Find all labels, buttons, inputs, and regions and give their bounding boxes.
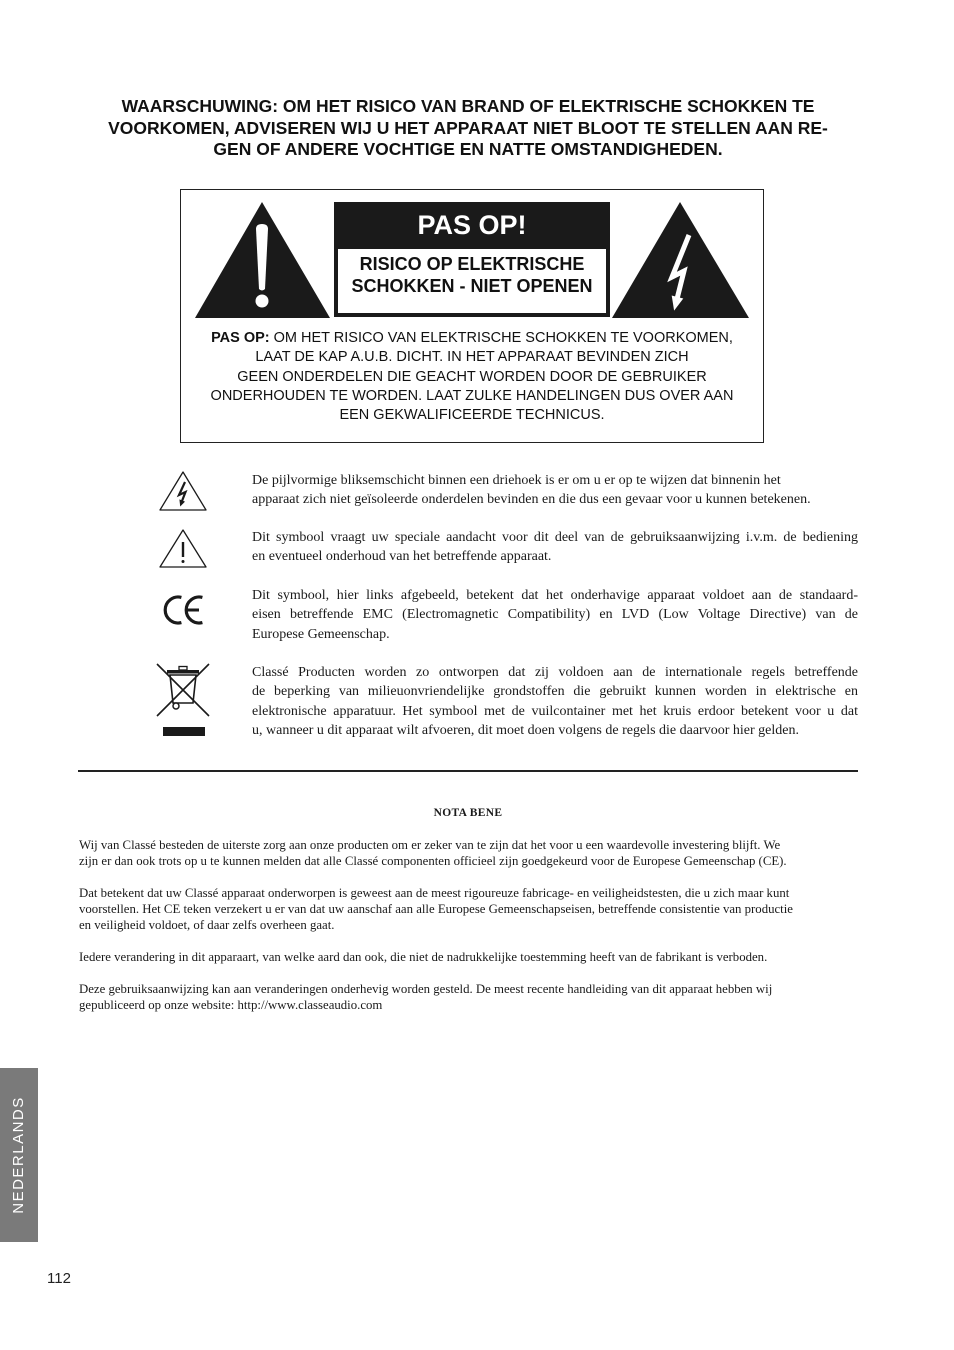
description-line: elektronische apparatuur. Het symbool met de vuilcontainer met het kruis erdoor betekent voor u dat xyxy=(252,703,858,719)
caution-box xyxy=(180,189,764,443)
language-tab-label: NEDERLANDS xyxy=(10,1096,27,1214)
notice-text: OM HET RISICO VAN ELEKTRISCHE SCHOKKEN TE VOORKOMEN, xyxy=(273,330,733,346)
symbol-row-exclamation xyxy=(150,527,858,569)
lightning-triangle-icon xyxy=(150,470,216,512)
description-line: Dit symbool vraagt uw speciale aandacht voor dit deel van de gebruiksaanwijzing i.v.m. de bediening xyxy=(252,530,858,545)
paragraph xyxy=(79,885,854,933)
horizontal-divider xyxy=(78,770,858,772)
description-line: u, wanneer u dit apparaat wilt afvoeren, dit moet doen volgens de regels die daarvoor hier gelden. xyxy=(252,723,799,739)
paragraph xyxy=(79,949,854,965)
nota-bene-body xyxy=(79,837,854,1029)
symbol-description xyxy=(252,528,858,567)
paragraph xyxy=(79,837,854,869)
paragraph xyxy=(79,981,854,1013)
ce-mark-icon xyxy=(150,585,216,645)
triangle-outline xyxy=(160,472,206,510)
lightning-bolt xyxy=(179,482,186,501)
paragraph-line: Wij van Classé besteden de uiterste zorg aan onze producten om er zeker van te zijn dat het voor u een waardevolle investering blijft. We xyxy=(79,838,781,852)
paragraph-line: Dat betekent dat uw Classé apparaat onderworpen is geweest aan de meest rigoureuze fabricage- en veiligheidstesten, die u zich maar kunt xyxy=(79,886,790,900)
exclamation-dot xyxy=(256,295,269,308)
bin-wheel xyxy=(173,703,179,709)
ce-letter-c xyxy=(165,597,181,623)
description-line: De pijlvormige bliksemschicht binnen een driehoek is er om u er op te wijzen dat binnenin het xyxy=(252,473,781,488)
exclamation-triangle-icon xyxy=(150,527,216,569)
warning-heading xyxy=(78,96,858,161)
weee-bar xyxy=(163,727,205,736)
paragraph-line: Iedere verandering in dit apparaart, van welke aard dan ook, die niet de nadrukkelijke toestemming heeft van de fabrikant is verboden. xyxy=(79,950,768,964)
description-line: en eventueel onderhoud van het betreffende apparaat. xyxy=(252,549,552,565)
paragraph-line: zijn er dan ook trots op u te kunnen melden dat alle Classé componenten officieel zijn goedgekeurd voor de Europese Gemeenschap (CE). xyxy=(79,854,787,868)
symbol-row-weee xyxy=(150,662,858,740)
description-line: apparaat zich niet geïsoleerde onderdelen bevinden en die dus een gevaar voor u kunnen betekenen. xyxy=(252,492,811,508)
paragraph-line: gepubliceerd op onze website: http://www.classeaudio.com xyxy=(79,998,383,1012)
notice-line: LAAT DE KAP A.U.B. DICHT. IN HET APPARAAT BEVINDEN ZICH xyxy=(255,349,689,366)
symbol-description xyxy=(252,586,858,644)
bin-handle xyxy=(179,667,187,671)
description-line: Dit symbool, hier links afgebeeld, betekent dat het onderhavige apparaat voldoet aan de standaard- xyxy=(252,588,858,603)
notice-line: ONDERHOUDEN TE WORDEN. LAAT ZULKE HANDELINGEN DUS OVER AAN xyxy=(210,387,734,404)
description-line: eisen betreffende EMC (Electromagnetic Compatibility) en LVD (Low Voltage Directive) van de xyxy=(252,607,858,623)
nota-bene-title: NOTA BENE xyxy=(433,807,503,819)
shock-risk-label xyxy=(338,249,606,313)
language-side-tab xyxy=(0,1068,38,1242)
notice-line xyxy=(181,329,763,348)
weee-crossed-bin-icon xyxy=(150,662,216,740)
notice-label: PAS OP: xyxy=(211,330,270,346)
bin-lid xyxy=(167,670,199,674)
symbol-row-lightning xyxy=(150,470,858,512)
paragraph-line: Deze gebruiksaanwijzing kan aan veranderingen onderhevig worden gesteld. De meest recente handleiding van dit apparaat hebben wij xyxy=(79,982,773,996)
lightning-warning-triangle-icon xyxy=(612,202,749,318)
exclamation-bar xyxy=(182,542,184,557)
warning-line: GEN OF ANDERE VOCHTIGE EN NATTE OMSTANDIGHEDEN. xyxy=(213,139,723,159)
notice-line: GEEN ONDERDELEN DIE GEACHT WORDEN DOOR DE GEBRUIKER xyxy=(237,368,707,385)
exclamation-warning-triangle-icon xyxy=(195,202,330,318)
shock-risk-line: RISICO OP ELEKTRISCHE xyxy=(359,254,585,274)
paragraph-line: voorstellen. Het CE teken verzekert u er van dat uw aanschaf aan alle Europese Gemeenschapseisen, betreffende consistentie van productie xyxy=(79,902,793,916)
notice-line: EEN GEKWALIFICEERDE TECHNICUS. xyxy=(339,407,605,424)
warning-line: VOORKOMEN, ADVISEREN WIJ U HET APPARAAT NIET BLOOT TE STELLEN AAN RE- xyxy=(108,117,828,138)
symbol-description xyxy=(252,663,858,741)
page-number: 112 xyxy=(47,1270,71,1287)
description-line: de beperking van milieuonvriendelijke grondstoffen die gebruikt kunnen worden in elektrische en xyxy=(252,684,858,700)
paragraph-line: en veiligheid voldoet, of daar zelfs overheen gaat. xyxy=(79,918,335,932)
description-line: Europese Gemeenschap. xyxy=(252,626,390,642)
warning-line: WAARSCHUWING: OM HET RISICO VAN BRAND OF ELEKTRISCHE SCHOKKEN TE xyxy=(121,96,815,116)
shock-risk-line: SCHOKKEN - NIET OPENEN xyxy=(351,276,593,296)
symbol-row-ce xyxy=(150,585,858,645)
caution-notice xyxy=(181,329,763,425)
pas-op-panel xyxy=(334,202,610,317)
symbol-description xyxy=(252,471,858,510)
pas-op-title: PAS OP! xyxy=(417,210,527,240)
description-line: Classé Producten worden zo ontworpen dat zij voldoen aan de internationale regels betreffende xyxy=(252,665,858,680)
exclamation-dot xyxy=(182,560,185,563)
